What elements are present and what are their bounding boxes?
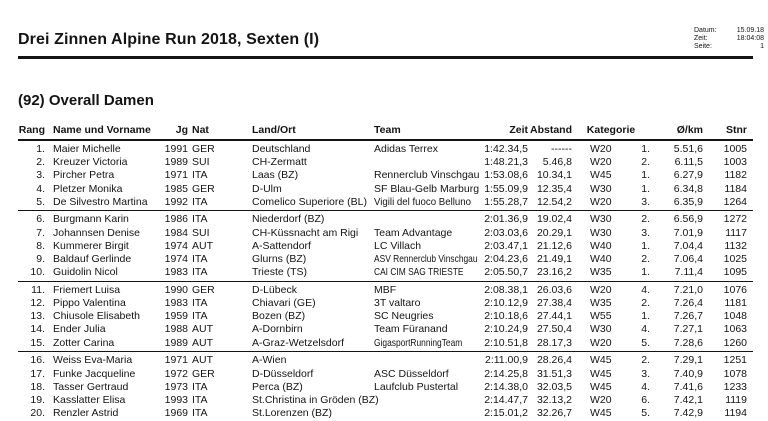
bib-cell: 1260: [723, 336, 747, 349]
column-header-location: Land/Ort: [252, 124, 296, 136]
category-rank-cell: 1.: [641, 182, 650, 195]
name-cell: Pippo Valentina: [53, 297, 126, 310]
table-row: [18, 253, 753, 266]
rank-cell: 13.: [30, 310, 45, 323]
gap-cell: 10.34,1: [536, 169, 572, 182]
result-group: [18, 281, 753, 350]
nation-cell: ITA: [192, 380, 208, 393]
nation-cell: ITA: [192, 407, 208, 420]
team-cell: [374, 213, 480, 226]
table-row: [18, 394, 753, 407]
gap-cell: 28.26,4: [536, 354, 572, 367]
team-cell: Team Füranand: [374, 323, 448, 336]
gap-cell: 31.51,3: [536, 367, 572, 380]
print-date-label: Datum:: [694, 27, 717, 34]
category-rank-cell: 2.: [641, 156, 650, 169]
print-date-value: 15.09.18: [736, 27, 764, 34]
table-row: [18, 284, 753, 297]
bib-cell: 1117: [725, 226, 747, 239]
nation-cell: AUT: [192, 354, 213, 367]
page-number-label: Seite:: [694, 43, 712, 50]
location-cell: D-Düsseldorf: [252, 367, 314, 380]
pace-cell: 7.42,1: [673, 393, 703, 406]
rank-cell: 10.: [30, 266, 45, 279]
table-row: [18, 381, 753, 394]
category-cell: W20: [590, 195, 612, 208]
name-cell: Maier Michelle: [53, 143, 121, 155]
page-number-value: 1: [760, 43, 764, 50]
table-row: [18, 407, 753, 420]
category-cell: W30: [590, 182, 612, 195]
category-rank-cell: 4.: [641, 380, 650, 393]
team-cell: [374, 394, 480, 407]
rank-cell: 1.: [36, 143, 45, 155]
pace-cell: 7.21,0: [673, 283, 703, 296]
pace-cell: 7.40,9: [673, 367, 703, 380]
team-cell: SC Neugries: [374, 310, 434, 323]
location-cell: St.Lorenzen (BZ): [252, 407, 332, 420]
location-cell: Comelico Superiore (BL): [252, 195, 367, 208]
nation-cell: ITA: [192, 266, 208, 279]
name-cell: Kasslatter Elisa: [53, 393, 126, 406]
category-cell: W35: [590, 297, 612, 310]
category-cell: W45: [590, 407, 612, 420]
bib-cell: 1194: [724, 407, 747, 420]
team-cell: Adidas Terrex: [374, 143, 439, 155]
location-cell: CH-Küssnacht am Rigi: [252, 226, 359, 239]
bib-cell: 1005: [723, 143, 747, 155]
bib-cell: 1048: [723, 310, 747, 323]
team-cell: Vigili del fuoco Belluno: [374, 195, 472, 208]
time-cell: 2:11.00,9: [484, 354, 528, 367]
birthyear-cell: 1992: [164, 195, 188, 208]
column-header-name: Name und Vorname: [53, 124, 151, 136]
name-cell: Pletzer Monika: [53, 182, 123, 195]
time-cell: 2:14.47,7: [484, 393, 528, 406]
category-rank-cell: 4.: [641, 283, 650, 296]
nation-cell: AUT: [192, 323, 213, 336]
name-cell: Chiusole Elisabeth: [53, 310, 140, 323]
team-cell: SF Blau-Gelb Marburg: [374, 182, 480, 195]
category-cell: W45: [590, 169, 612, 182]
page-title: Drei Zinnen Alpine Run 2018, Sexten (I): [18, 31, 320, 48]
category-rank-cell: 3.: [641, 195, 650, 208]
pace-cell: 5.51,6: [673, 143, 703, 155]
birthyear-cell: 1989: [164, 156, 188, 169]
gap-cell: 27.50,4: [536, 323, 572, 336]
team-cell: LC Villach: [374, 239, 422, 252]
team-cell: Rennerclub Vinschgau: [374, 169, 480, 182]
category-cell: W40: [590, 253, 612, 265]
category-rank-cell: 5.: [641, 336, 650, 349]
bib-cell: 1182: [724, 169, 747, 182]
gap-cell: 12.54,2: [536, 195, 572, 208]
birthyear-cell: 1972: [164, 367, 188, 380]
header-divider: [18, 139, 753, 142]
table-row: [18, 183, 753, 196]
birthyear-cell: 1993: [164, 393, 188, 406]
bib-cell: 1076: [723, 283, 747, 296]
birthyear-cell: 1971: [164, 354, 188, 367]
category-cell: W20: [590, 156, 612, 169]
category-rank-cell: 2.: [641, 354, 650, 367]
rank-cell: 12.: [30, 297, 45, 310]
birthyear-cell: 1990: [164, 283, 188, 296]
table-row: [18, 213, 753, 226]
name-cell: Kummerer Birgit: [53, 239, 129, 252]
category-rank-cell: 1.: [641, 143, 650, 155]
column-header-birthyear: Jg: [175, 124, 188, 136]
title-divider: [18, 56, 753, 59]
result-group: [18, 351, 753, 420]
location-cell: Chiavari (GE): [252, 297, 316, 310]
gap-cell: 32.13,2: [536, 393, 572, 406]
print-time-value: 18:04:08: [736, 35, 764, 42]
rank-cell: 17.: [30, 367, 45, 380]
table-row: [18, 368, 753, 381]
category-rank-cell: 1.: [641, 239, 650, 252]
bib-cell: 1233: [723, 380, 747, 393]
time-cell: 2:04.23,6: [484, 253, 528, 265]
nation-cell: ITA: [192, 297, 208, 310]
pace-cell: 6.35,9: [673, 195, 703, 208]
gap-cell: 19.02,4: [536, 213, 572, 226]
category-cell: W45: [590, 367, 612, 380]
pace-cell: 7.04,4: [673, 239, 703, 252]
team-cell: [374, 156, 480, 169]
bib-cell: 1251: [723, 354, 747, 367]
pace-cell: 6.27,9: [673, 169, 703, 182]
birthyear-cell: 1985: [164, 182, 188, 195]
location-cell: A-Wien: [252, 354, 287, 367]
category-cell: W45: [590, 380, 612, 393]
rank-cell: 18.: [30, 380, 45, 393]
birthyear-cell: 1991: [164, 143, 188, 155]
rank-cell: 4.: [36, 182, 45, 195]
name-cell: Zotter Carina: [53, 336, 115, 349]
time-cell: 2:03.03,6: [484, 226, 528, 239]
table-row: [18, 266, 753, 279]
nation-cell: ITA: [192, 253, 208, 265]
category-cell: W30: [590, 323, 612, 336]
location-cell: Bozen (BZ): [252, 310, 306, 323]
category-cell: W30: [590, 226, 612, 239]
team-cell: ASV Rennerclub Vinschgau: [374, 253, 478, 265]
birthyear-cell: 1986: [164, 213, 188, 226]
rank-cell: 20.: [30, 407, 45, 420]
name-cell: Kreuzer Victoria: [53, 156, 128, 169]
category-cell: W30: [590, 213, 612, 226]
rank-cell: 6.: [36, 213, 45, 226]
rank-cell: 11.: [31, 283, 45, 296]
gap-cell: 26.03,6: [536, 283, 572, 296]
category-rank-cell: 2.: [641, 253, 650, 265]
nation-cell: ITA: [192, 310, 208, 323]
nation-cell: ITA: [192, 393, 208, 406]
team-cell: [374, 407, 480, 420]
location-cell: Trieste (TS): [252, 266, 308, 279]
table-row: [18, 169, 753, 182]
gap-cell: 27.38,4: [536, 297, 572, 310]
bib-cell: 1272: [723, 213, 747, 226]
category-cell: W40: [590, 239, 612, 252]
gap-cell: 21.12,6: [536, 239, 572, 252]
bib-cell: 1184: [724, 182, 747, 195]
nation-cell: AUT: [192, 239, 213, 252]
category-rank-cell: 2.: [641, 297, 650, 310]
birthyear-cell: 1969: [164, 407, 188, 420]
nation-cell: SUI: [192, 156, 210, 169]
bib-cell: 1078: [723, 367, 747, 380]
time-cell: 2:10.12,9: [484, 297, 528, 310]
team-cell: ASC Düsseldorf: [374, 367, 449, 380]
pace-cell: 7.26,4: [673, 297, 703, 310]
name-cell: Tasser Gertraud: [53, 380, 129, 393]
table-row: [18, 143, 753, 156]
birthyear-cell: 1983: [164, 297, 188, 310]
column-header-pace: Ø/km: [676, 124, 703, 136]
nation-cell: ITA: [192, 169, 208, 182]
location-cell: St.Christina in Gröden (BZ): [252, 393, 379, 406]
results-table-body: [18, 143, 753, 420]
pace-cell: 7.29,1: [673, 354, 703, 367]
pace-cell: 7.11,4: [674, 266, 703, 279]
name-cell: Guidolin Nicol: [53, 266, 118, 279]
category-rank-cell: 3.: [641, 226, 650, 239]
gap-cell: 21.49,1: [536, 253, 572, 265]
bib-cell: 1063: [723, 323, 747, 336]
nation-cell: AUT: [192, 336, 213, 349]
pace-cell: 7.26,7: [673, 310, 703, 323]
category-rank-cell: 1.: [641, 169, 650, 182]
bib-cell: 1025: [723, 253, 747, 265]
rank-cell: 7.: [36, 226, 45, 239]
result-group: [18, 143, 753, 209]
birthyear-cell: 1974: [164, 253, 188, 265]
birthyear-cell: 1973: [164, 380, 188, 393]
gap-cell: 27.44,1: [536, 310, 572, 323]
pace-cell: 7.27,1: [673, 323, 703, 336]
name-cell: Burgmann Karin: [53, 213, 129, 226]
nation-cell: ITA: [192, 195, 208, 208]
table-row: [18, 196, 753, 209]
nation-cell: ITA: [192, 213, 208, 226]
location-cell: Deutschland: [252, 143, 311, 155]
print-time-label: Zeit:: [694, 35, 708, 42]
table-header-row: [18, 124, 753, 137]
table-row: [18, 323, 753, 336]
nation-cell: GER: [192, 143, 215, 155]
table-row: [18, 337, 753, 350]
time-cell: 2:08.38,1: [484, 283, 528, 296]
column-header-gap: Abstand: [530, 124, 572, 136]
category-cell: W20: [590, 336, 612, 349]
bib-cell: 1181: [724, 297, 747, 310]
rank-cell: 5.: [36, 195, 45, 208]
category-cell: W20: [590, 283, 612, 296]
birthyear-cell: 1974: [164, 239, 188, 252]
nation-cell: GER: [192, 182, 215, 195]
location-cell: A-Dornbirn: [252, 323, 303, 336]
bib-cell: 1095: [723, 266, 747, 279]
gap-cell: 20.29,1: [536, 226, 572, 239]
location-cell: A-Sattendorf: [252, 239, 311, 252]
category-cell: W35: [590, 266, 612, 279]
birthyear-cell: 1988: [164, 323, 188, 336]
rank-cell: 8.: [36, 239, 45, 252]
birthyear-cell: 1989: [164, 336, 188, 349]
gap-cell: 12.35,4: [536, 182, 572, 195]
rank-cell: 19.: [30, 393, 45, 406]
category-cell: W45: [590, 354, 612, 367]
pace-cell: 7.06,4: [673, 253, 703, 265]
rank-cell: 9.: [36, 253, 45, 265]
print-date-line: [694, 27, 764, 35]
category-rank-cell: 1.: [641, 266, 650, 279]
name-cell: Weiss Eva-Maria: [53, 354, 133, 367]
gap-cell: ------: [551, 143, 572, 155]
page-number-line: [694, 43, 764, 51]
table-row: [18, 156, 753, 169]
location-cell: Perca (BZ): [252, 380, 303, 393]
location-cell: Niederdorf (BZ): [252, 213, 325, 226]
team-cell: [374, 354, 480, 367]
birthyear-cell: 1984: [164, 226, 188, 239]
team-cell: GigasportRunningTeam: [374, 336, 463, 349]
pace-cell: 7.42,9: [673, 407, 703, 420]
table-row: [18, 227, 753, 240]
nation-cell: GER: [192, 283, 215, 296]
name-cell: Johannsen Denise: [53, 226, 140, 239]
time-cell: 1:55.09,9: [484, 182, 528, 195]
print-meta: [694, 27, 764, 51]
name-cell: Funke Jacqueline: [53, 367, 136, 380]
column-header-rank: Rang: [18, 124, 45, 136]
time-cell: 2:14.38,0: [484, 380, 528, 393]
section-title: (92) Overall Damen: [18, 92, 154, 109]
rank-cell: 3.: [36, 169, 45, 182]
time-cell: 1:55.28,7: [484, 195, 528, 208]
birthyear-cell: 1971: [164, 169, 188, 182]
time-cell: 2:10.18,6: [484, 310, 528, 323]
rank-cell: 16.: [30, 354, 45, 367]
time-cell: 2:10.24,9: [484, 323, 528, 336]
results-table: [18, 124, 753, 420]
location-cell: CH-Zermatt: [252, 156, 307, 169]
bib-cell: 1132: [724, 239, 747, 252]
nation-cell: GER: [192, 367, 215, 380]
category-rank-cell: 6.: [641, 393, 650, 406]
category-cell: W20: [590, 143, 612, 155]
column-header-bib: Stnr: [726, 124, 747, 136]
category-rank-cell: 2.: [641, 213, 650, 226]
bib-cell: 1119: [725, 393, 747, 406]
gap-cell: 23.16,2: [536, 266, 572, 279]
category-rank-cell: 5.: [641, 407, 650, 420]
pace-cell: 7.41,6: [673, 380, 703, 393]
name-cell: Renzler Astrid: [53, 407, 119, 420]
pace-cell: 6.56,9: [673, 213, 703, 226]
table-row: [18, 297, 753, 310]
time-cell: 2:14.25,8: [484, 367, 528, 380]
time-cell: 2:10.51,8: [484, 336, 528, 349]
gap-cell: 32.03,5: [536, 380, 572, 393]
rank-cell: 2.: [36, 156, 45, 169]
result-group: [18, 210, 753, 279]
rank-cell: 14.: [30, 323, 45, 336]
table-row: [18, 354, 753, 367]
team-cell: CAI CIM SAG TRIESTE: [374, 266, 464, 279]
pace-cell: 7.01,9: [673, 226, 703, 239]
location-cell: Laas (BZ): [252, 169, 299, 182]
bib-cell: 1264: [723, 195, 747, 208]
table-row: [18, 310, 753, 323]
name-cell: Ender Julia: [53, 323, 106, 336]
print-time-line: [694, 35, 764, 43]
category-rank-cell: 3.: [641, 367, 650, 380]
table-row: [18, 240, 753, 253]
column-header-team: Team: [374, 124, 401, 136]
birthyear-cell: 1959: [164, 310, 188, 323]
pace-cell: 7.28,6: [673, 336, 703, 349]
team-cell: 3T valtaro: [374, 297, 421, 310]
gap-cell: 28.17,3: [536, 336, 572, 349]
pace-cell: 6.11,5: [674, 156, 703, 169]
time-cell: 1:42.34,5: [484, 143, 528, 155]
time-cell: 1:53.08,6: [484, 169, 528, 182]
time-cell: 1:48.21,3: [484, 156, 528, 169]
name-cell: Pircher Petra: [53, 169, 115, 182]
bib-cell: 1003: [723, 156, 747, 169]
location-cell: D-Ulm: [252, 182, 282, 195]
category-cell: W55: [590, 310, 612, 323]
nation-cell: SUI: [192, 226, 210, 239]
team-cell: Laufclub Pustertal: [374, 380, 459, 393]
rank-cell: 15.: [30, 336, 45, 349]
location-cell: A-Graz-Wetzelsdorf: [252, 336, 344, 349]
location-cell: D-Lübeck: [252, 283, 297, 296]
time-cell: 2:01.36,9: [484, 213, 528, 226]
name-cell: De Silvestro Martina: [53, 195, 148, 208]
column-header-category: Kategorie: [586, 124, 636, 136]
birthyear-cell: 1983: [164, 266, 188, 279]
gap-cell: 5.46,8: [542, 156, 572, 169]
time-cell: 2:03.47,1: [484, 239, 528, 252]
name-cell: Friemert Luisa: [53, 283, 121, 296]
category-rank-cell: 1.: [641, 310, 650, 323]
column-header-nation: Nat: [192, 124, 209, 136]
team-cell: MBF: [374, 283, 397, 296]
team-cell: Team Advantage: [374, 226, 453, 239]
time-cell: 2:05.50,7: [484, 266, 528, 279]
column-header-time: Zeit: [509, 124, 528, 136]
category-cell: W20: [590, 393, 612, 406]
category-rank-cell: 4.: [641, 323, 650, 336]
location-cell: Glurns (BZ): [252, 253, 307, 265]
gap-cell: 32.26,7: [536, 407, 572, 420]
name-cell: Baldauf Gerlinde: [53, 253, 132, 265]
pace-cell: 6.34,8: [673, 182, 703, 195]
time-cell: 2:15.01,2: [484, 407, 528, 420]
